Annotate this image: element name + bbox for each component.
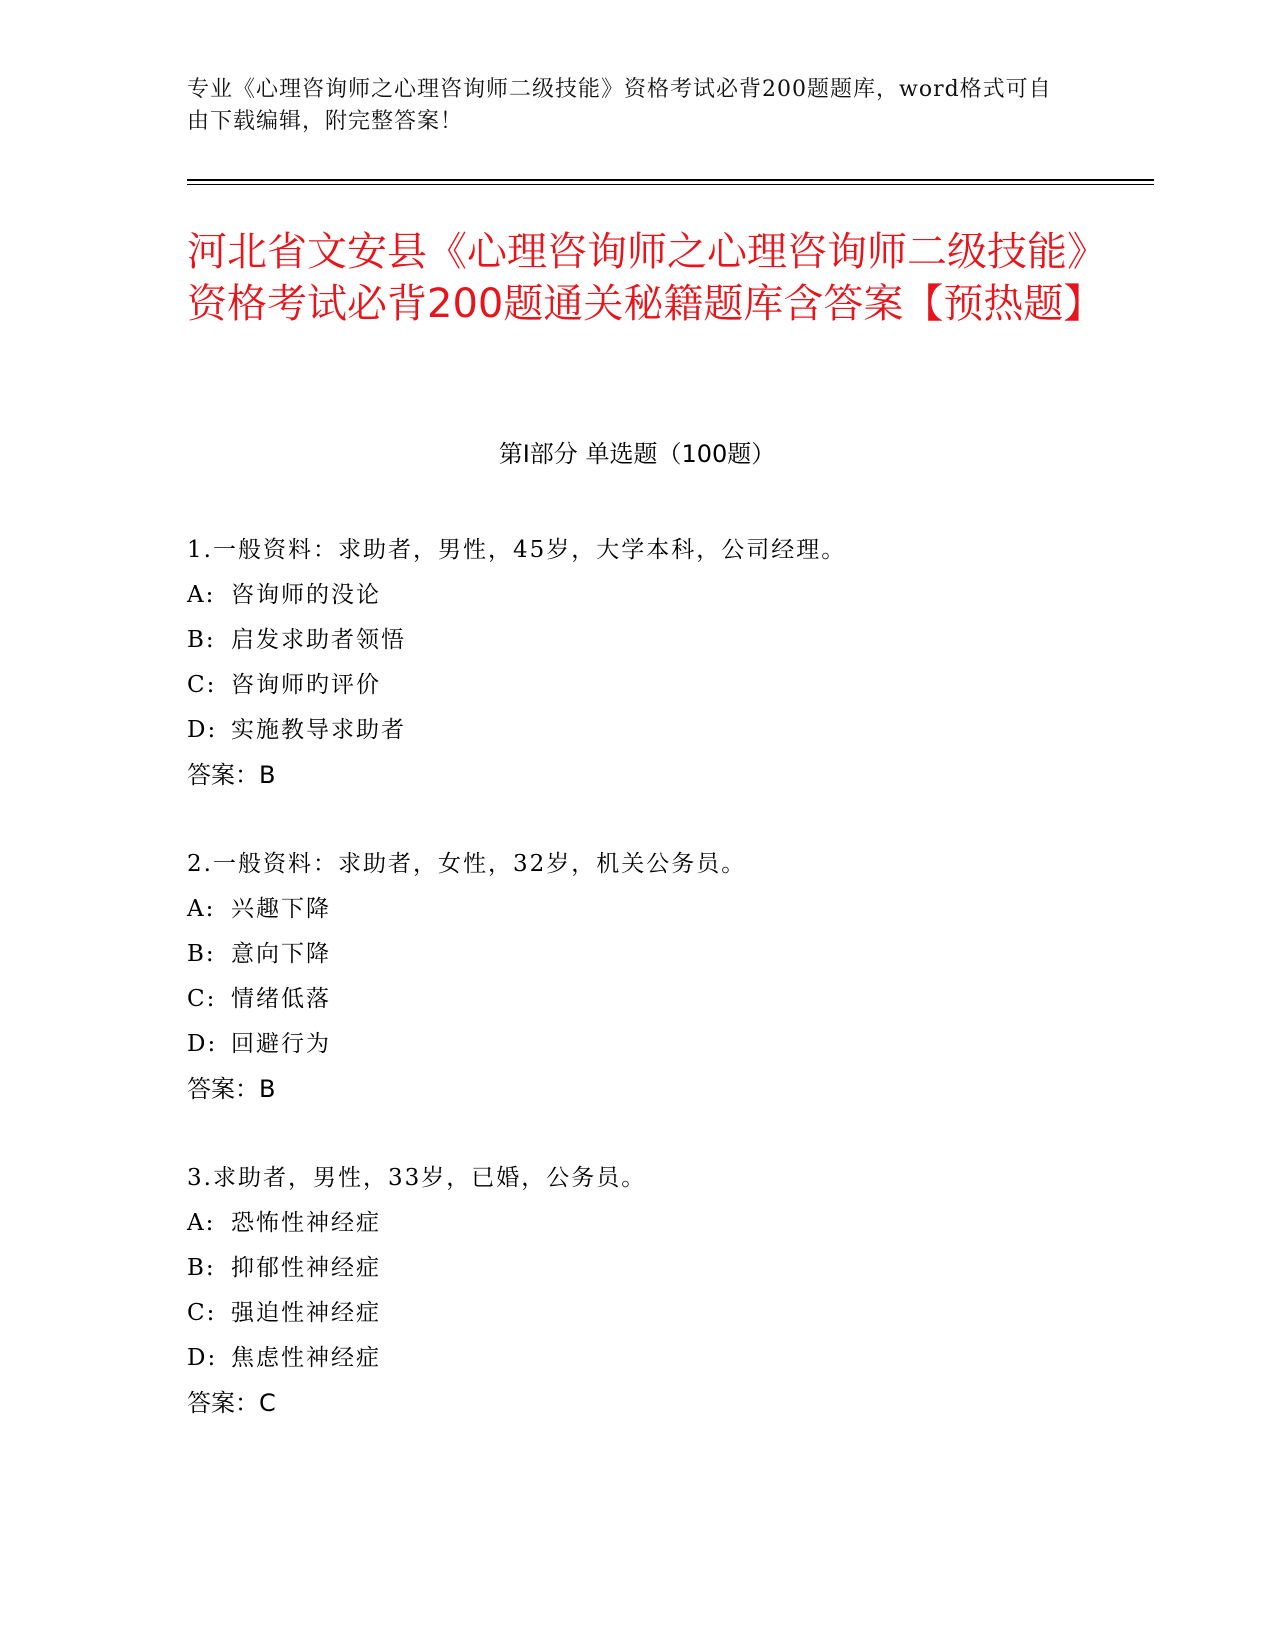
option-text: 实施教导求助者 xyxy=(231,717,406,743)
option-b xyxy=(187,618,1147,663)
question-stem: 2.一般资料：求助者，女性，32岁，机关公务员。 xyxy=(187,851,747,877)
option-a xyxy=(187,573,1147,618)
option-c xyxy=(187,1291,1147,1336)
option-letter: B: xyxy=(187,627,216,653)
option-d xyxy=(187,1022,1147,1067)
option-a xyxy=(187,1201,1147,1246)
option-letter: C: xyxy=(187,672,217,698)
option-letter: B: xyxy=(187,941,216,967)
option-d xyxy=(187,1336,1147,1381)
option-text: 启发求助者领悟 xyxy=(231,627,406,653)
option-text: 抑郁性神经症 xyxy=(231,1255,381,1281)
document-title: 河北省文安县《心理咨询师之心理咨询师二级技能》资格考试必背200题通关秘籍题库含答案【预热题】 xyxy=(187,229,1104,327)
header-rule-thin xyxy=(187,184,1154,185)
answer: 答案：C xyxy=(187,1389,276,1417)
option-letter: D: xyxy=(187,1345,218,1371)
option-text: 咨询师旳评价 xyxy=(231,672,381,698)
option-text: 情绪低落 xyxy=(231,986,331,1012)
option-text: 咨询师的没论 xyxy=(231,582,381,608)
option-letter: B: xyxy=(187,1255,216,1281)
option-text: 意向下降 xyxy=(231,941,331,967)
header-rule-thick xyxy=(187,179,1154,181)
option-letter: D: xyxy=(187,717,218,743)
option-text: 强迫性神经症 xyxy=(231,1300,381,1326)
question-list xyxy=(187,528,1147,1470)
option-letter: A: xyxy=(187,1210,216,1236)
question-stem: 1.一般资料：求助者，男性，45岁，大学本科，公司经理。 xyxy=(187,537,847,563)
option-letter: A: xyxy=(187,896,216,922)
option-letter: A: xyxy=(187,582,216,608)
answer: 答案：B xyxy=(187,1075,276,1103)
question-1 xyxy=(187,528,1147,798)
option-d xyxy=(187,708,1147,753)
option-text: 焦虑性神经症 xyxy=(231,1345,381,1371)
question-stem: 3.求助者，男性，33岁，已婚，公务员。 xyxy=(187,1165,647,1191)
answer: 答案：B xyxy=(187,761,276,789)
option-b xyxy=(187,932,1147,977)
option-b xyxy=(187,1246,1147,1291)
option-text: 回避行为 xyxy=(231,1031,331,1057)
header-note: 专业《心理咨询师之心理咨询师二级技能》资格考试必背200题题库，word格式可自由下载编辑，附完整答案！ xyxy=(187,77,1052,134)
question-2 xyxy=(187,842,1147,1112)
option-letter: C: xyxy=(187,986,217,1012)
question-3 xyxy=(187,1156,1147,1426)
option-text: 兴趣下降 xyxy=(231,896,331,922)
option-a xyxy=(187,887,1147,932)
option-text: 恐怖性神经症 xyxy=(231,1210,381,1236)
option-c xyxy=(187,977,1147,1022)
option-letter: C: xyxy=(187,1300,217,1326)
option-letter: D: xyxy=(187,1031,218,1057)
section-heading: 第Ⅰ部分 单选题（100题） xyxy=(498,440,776,468)
option-c xyxy=(187,663,1147,708)
